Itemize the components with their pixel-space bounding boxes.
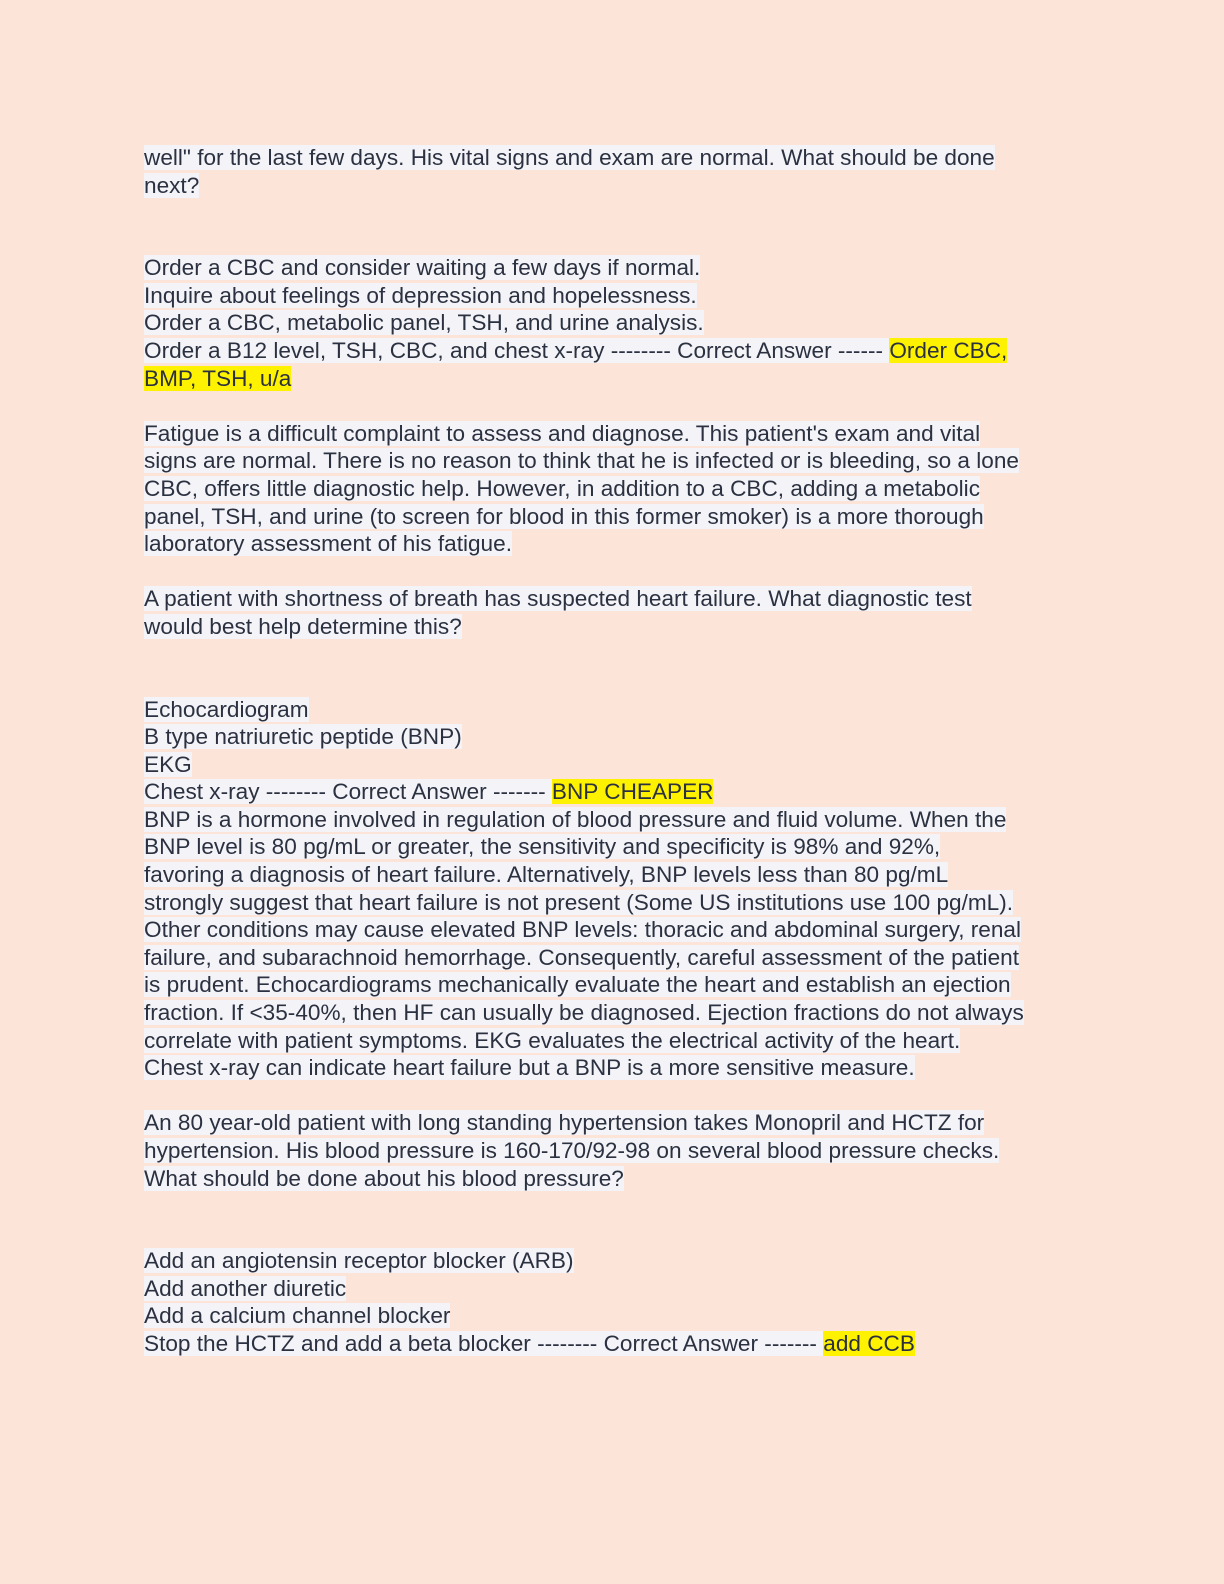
- option-line: Order a B12 level, TSH, CBC, and chest x-ray -------- Correct Answer ------: [144, 337, 890, 363]
- explanation-line: panel, TSH, and urine (to screen for blood in this former smoker) is a more thorough: [144, 503, 984, 529]
- option-line: Inquire about feelings of depression and hopelessness.: [144, 282, 697, 308]
- question-2-explanation: [144, 806, 1084, 1082]
- question-1-stem: [144, 144, 1084, 199]
- option-line: Echocardiogram: [144, 696, 309, 722]
- explanation-line: favoring a diagnosis of heart failure. Alternatively, BNP levels less than 80 pg/mL: [144, 862, 949, 888]
- stem-line: would best help determine this?: [144, 613, 462, 639]
- explanation-line: BNP is a hormone involved in regulation of blood pressure and fluid volume. When the: [144, 806, 1007, 832]
- explanation-line: BNP level is 80 pg/mL or greater, the sensitivity and specificity is 98% and 92%,: [144, 834, 941, 860]
- option-line: Add a calcium channel blocker: [144, 1303, 451, 1329]
- explanation-line: Other conditions may cause elevated BNP levels: thoracic and abdominal surgery, renal: [144, 917, 1022, 943]
- option-line: Add an angiotensin receptor blocker (ARB): [144, 1248, 574, 1274]
- stem-line: A patient with shortness of breath has suspected heart failure. What diagnostic test: [144, 586, 972, 612]
- stem-line: next?: [144, 172, 200, 198]
- option-line: Chest x-ray -------- Correct Answer -------: [144, 779, 552, 805]
- explanation-line: laboratory assessment of his fatigue.: [144, 531, 512, 557]
- explanation-line: strongly suggest that heart failure is not present (Some US institutions use 100 pg/mL).: [144, 889, 1014, 915]
- option-line: Add another diuretic: [144, 1275, 347, 1301]
- option-line: B type natriuretic peptide (BNP): [144, 724, 462, 750]
- explanation-line: correlate with patient symptoms. EKG evaluates the electrical activity of the heart.: [144, 1027, 961, 1053]
- option-line: Stop the HCTZ and add a beta blocker -------- Correct Answer -------: [144, 1330, 824, 1356]
- stem-line: well" for the last few days. His vital signs and exam are normal. What should be done: [144, 145, 995, 170]
- explanation-line: Chest x-ray can indicate heart failure but a BNP is a more sensitive measure.: [144, 1055, 915, 1081]
- explanation-line: Fatigue is a difficult complaint to assess and diagnose. This patient's exam and vital: [144, 420, 981, 446]
- explanation-line: CBC, offers little diagnostic help. However, in addition to a CBC, adding a metabolic: [144, 475, 981, 501]
- correct-answer-highlight: Order CBC,: [889, 337, 1008, 363]
- question-3-options: [144, 1247, 1084, 1357]
- option-line: EKG: [144, 751, 192, 777]
- question-1-options: [144, 254, 1084, 392]
- correct-answer-highlight: add CCB: [823, 1330, 915, 1356]
- option-line: Order a CBC, metabolic panel, TSH, and urine analysis.: [144, 310, 704, 336]
- explanation-line: fraction. If <35-40%, then HF can usually be diagnosed. Ejection fractions do not always: [144, 1000, 1024, 1026]
- explanation-line: signs are normal. There is no reason to think that he is infected or is bleeding, so a lone: [144, 448, 1019, 474]
- question-3-stem: [144, 1109, 1084, 1192]
- option-line: Order a CBC and consider waiting a few days if normal.: [144, 255, 701, 281]
- question-1-explanation: [144, 420, 1084, 558]
- question-2-options: [144, 696, 1084, 806]
- correct-answer-highlight: BMP, TSH, u/a: [144, 365, 292, 391]
- stem-line: What should be done about his blood pressure?: [144, 1165, 624, 1191]
- document-page: [144, 144, 1084, 1358]
- explanation-line: failure, and subarachnoid hemorrhage. Consequently, careful assessment of the patient: [144, 944, 1019, 970]
- question-2-stem: [144, 585, 1084, 640]
- correct-answer-highlight: BNP CHEAPER: [551, 779, 714, 805]
- explanation-line: is prudent. Echocardiograms mechanically evaluate the heart and establish an ejection: [144, 972, 1011, 998]
- stem-line: An 80 year-old patient with long standing hypertension takes Monopril and HCTZ for: [144, 1110, 985, 1136]
- stem-line: hypertension. His blood pressure is 160-170/92-98 on several blood pressure checks.: [144, 1138, 1000, 1163]
